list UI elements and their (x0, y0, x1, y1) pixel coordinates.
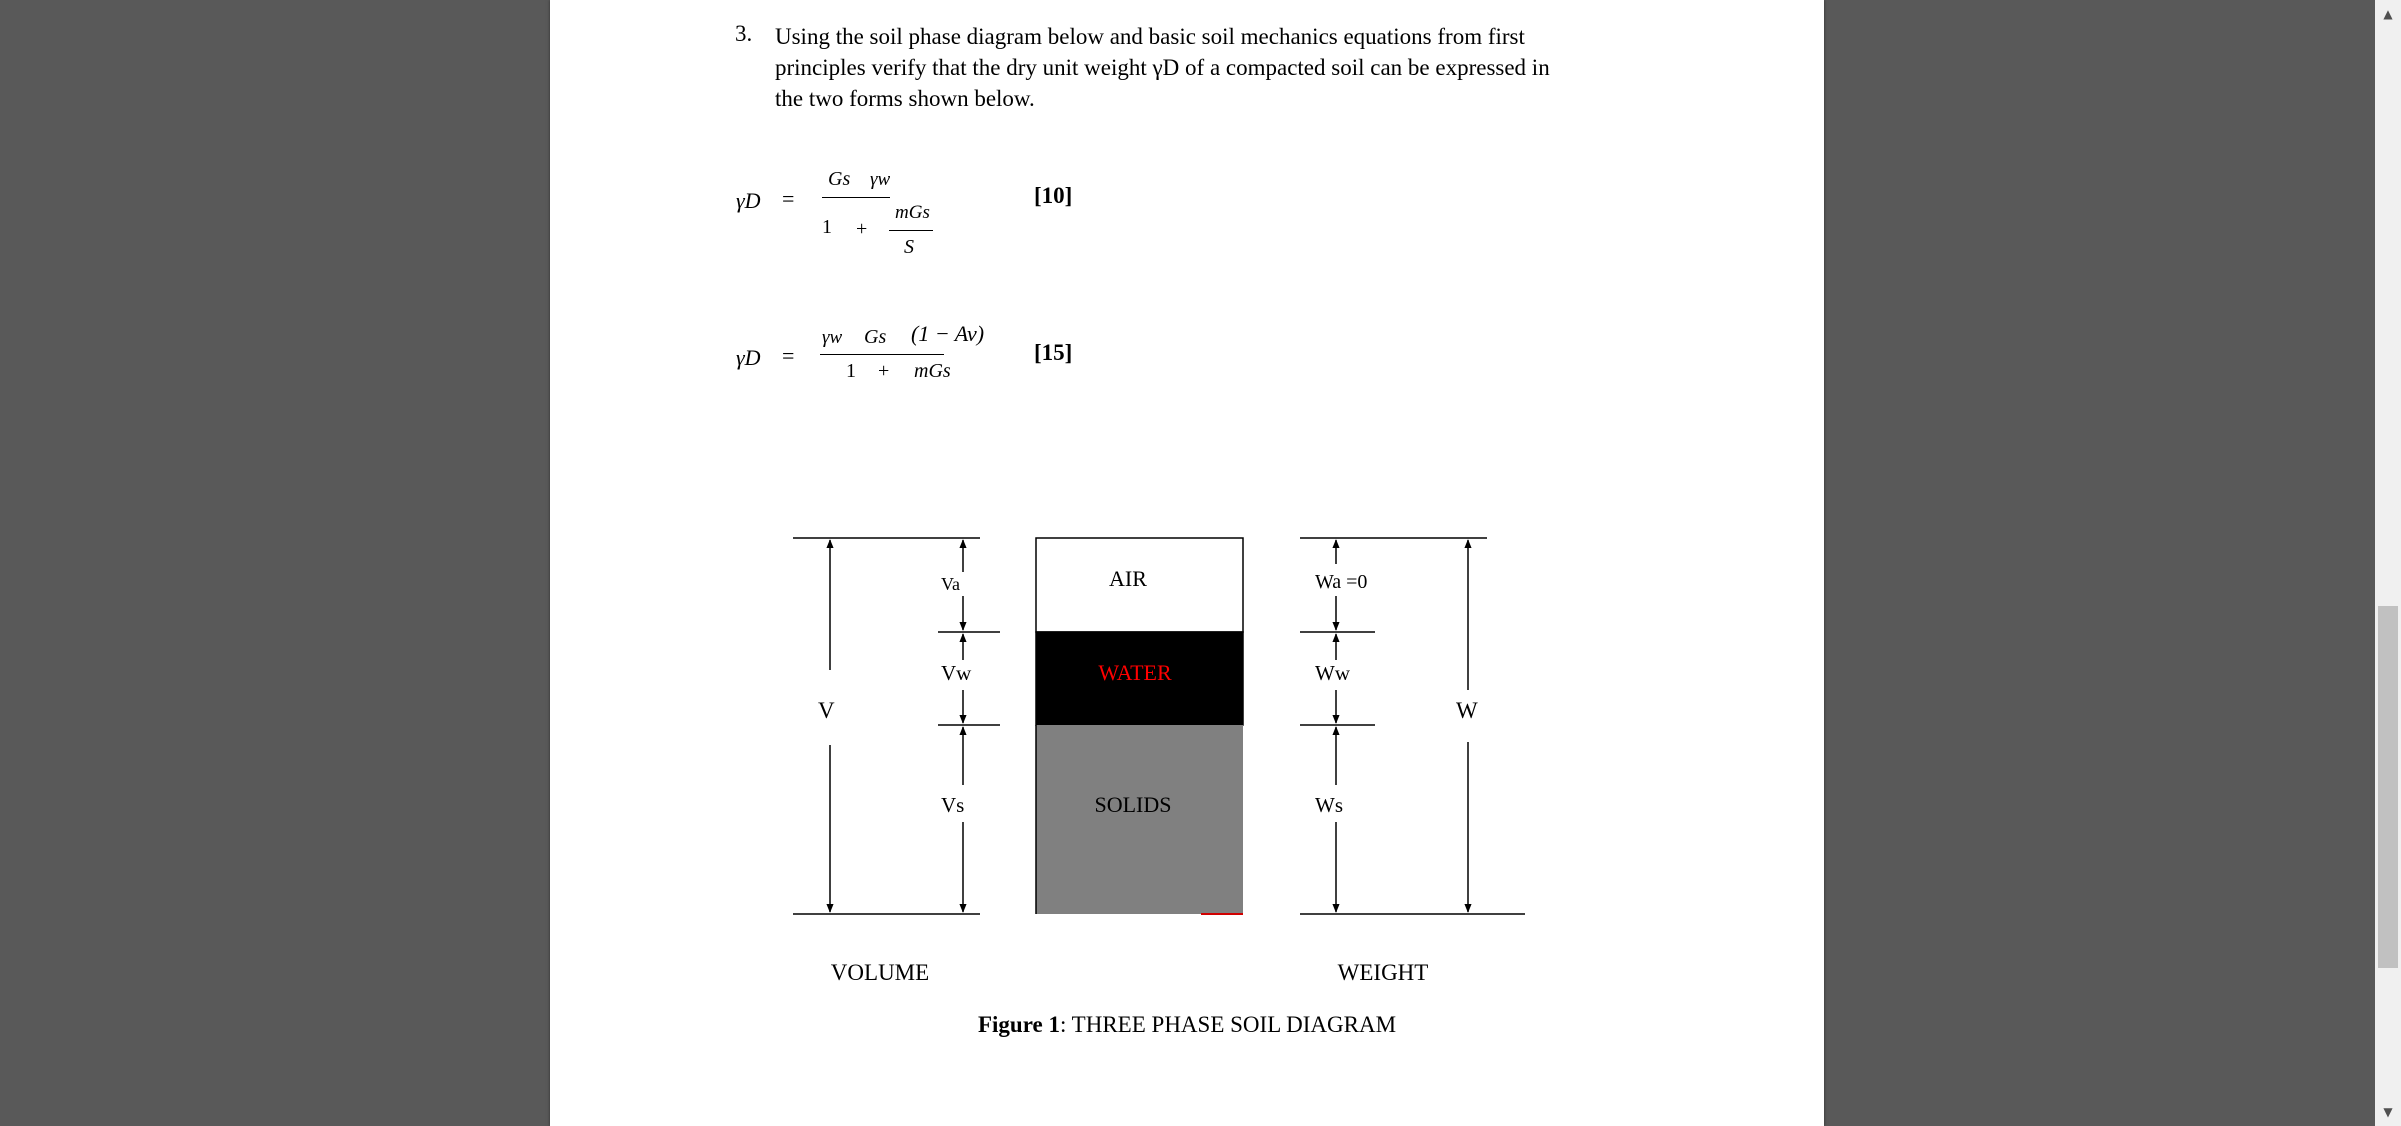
eq2-marks: [15] (1034, 340, 1073, 365)
eq1-inner-den: S (904, 236, 914, 258)
vs-label: Vs (941, 793, 965, 817)
scrollbar-thumb[interactable] (2378, 606, 2398, 968)
three-phase-soil-diagram (550, 0, 1824, 1126)
question-line-2-after: of a compacted soil can be expressed in (1179, 55, 1550, 81)
question-line-1: Using the soil phase diagram below and basic soil mechanics equations from first (775, 24, 1525, 49)
solids-phase-box (1036, 725, 1243, 914)
ws-label: Ws (1315, 793, 1343, 817)
question-line-3: the two forms shown below. (775, 86, 1035, 112)
v-label: V (818, 698, 835, 723)
wa-label: Wa =0 (1315, 571, 1368, 593)
eq2-num-gs: Gs (864, 326, 887, 348)
eq2-lhs: γD (736, 345, 761, 370)
figure-caption-label: Figure 1 (977, 1012, 1060, 1037)
vertical-scrollbar[interactable] (2375, 0, 2401, 1126)
w-label: W (1456, 698, 1478, 723)
weight-axis-title: WEIGHT (1337, 960, 1429, 985)
question-line-2-before: principles verify that the dry unit weight (775, 55, 1153, 81)
air-label: AIR (1109, 566, 1147, 591)
vw-label: Vw (941, 661, 972, 685)
figure-caption (550, 1012, 1824, 1038)
gamma-d-symbol: γD (1152, 55, 1180, 81)
water-label: WATER (1098, 660, 1172, 685)
eq1-equals: = (782, 186, 795, 211)
eq1-num-gw: γw (870, 169, 891, 190)
eq1-lhs: γD (736, 188, 761, 213)
document-page (550, 0, 1824, 1126)
scroll-down-arrow-icon[interactable]: ▼ (2383, 1105, 2393, 1119)
eq2-num-paren: (1 − Av) (911, 321, 985, 346)
solids-label: SOLIDS (1094, 792, 1172, 817)
scroll-up-arrow-icon[interactable]: ▲ (2383, 7, 2393, 21)
volume-axis-title: VOLUME (830, 960, 930, 985)
eq1-inner-num: mGs (895, 202, 930, 223)
va-label: Va (941, 574, 960, 594)
eq2-num-gw: γw (822, 327, 843, 348)
eq2-den-plus: + (878, 360, 890, 382)
question-number: 3. (735, 21, 753, 46)
eq2-den-one: 1 (846, 360, 856, 382)
eq2-den-mgs: mGs (914, 360, 951, 382)
eq1-den-plus: + (856, 218, 868, 240)
figure-caption-text: : THREE PHASE SOIL DIAGRAM (1059, 1012, 1397, 1037)
ww-label: Ww (1315, 661, 1350, 685)
eq1-num-gs: Gs (828, 168, 851, 190)
eq2-equals: = (782, 343, 795, 368)
eq1-den-one: 1 (822, 216, 832, 238)
eq1-marks: [10] (1034, 183, 1073, 208)
